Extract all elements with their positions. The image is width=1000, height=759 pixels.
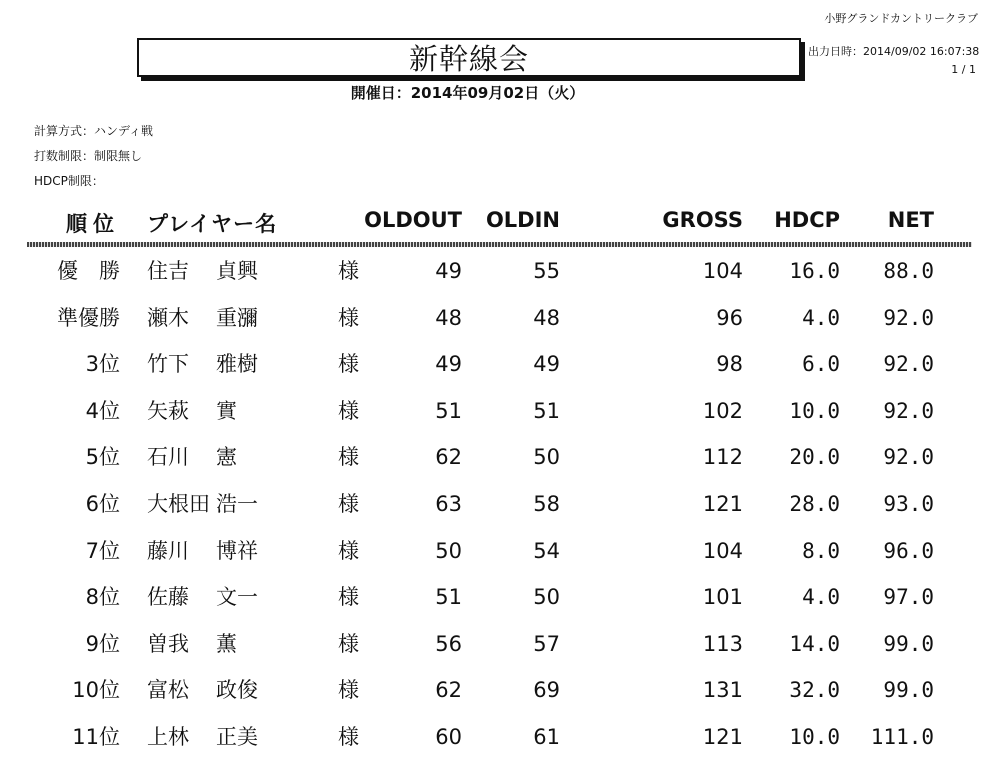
player-given-name: 浩一 <box>216 492 258 516</box>
header-rank: 順位 <box>66 212 120 236</box>
honorific: 様 <box>338 259 359 283</box>
gross-score: 131 <box>702 678 743 703</box>
net-score: 97.0 <box>883 585 934 610</box>
hdcp-limit: HDCP制限： <box>34 174 104 188</box>
gross-score: 104 <box>702 538 743 563</box>
net-score: 88.0 <box>883 259 934 283</box>
honorific: 様 <box>338 585 359 610</box>
player-surname: 瀬木 <box>147 305 189 330</box>
header-hdcp: HDCP <box>774 208 840 232</box>
gross-score: 104 <box>702 259 743 283</box>
oldout-score: 62 <box>435 678 462 703</box>
honorific: 様 <box>338 445 359 470</box>
header-gross: GROSS <box>662 208 743 232</box>
honorific: 様 <box>338 305 359 330</box>
hdcp-value: 10.0 <box>789 398 840 423</box>
honorific: 様 <box>338 678 359 703</box>
hdcp-value: 20.0 <box>789 445 840 470</box>
hdcp-value: 4.0 <box>802 585 840 610</box>
net-score: 92.0 <box>883 352 934 377</box>
oldin-score: 69 <box>533 678 560 703</box>
calc-method: 計算方式：ハンディ戦 <box>34 124 154 138</box>
oldin-score: 55 <box>533 259 560 283</box>
player-given-name: 文一 <box>216 585 258 610</box>
net-score: 92.0 <box>883 305 934 330</box>
honorific: 様 <box>338 538 359 563</box>
honorific: 様 <box>338 492 359 516</box>
player-given-name: 貞興 <box>216 259 258 283</box>
rank-cell: 11位 <box>72 725 120 749</box>
rank-cell: 10位 <box>72 678 120 703</box>
rank-cell: 3位 <box>85 352 120 377</box>
player-given-name: 憲 <box>216 445 237 470</box>
oldin-score: 48 <box>533 305 560 330</box>
oldin-score: 50 <box>533 585 560 610</box>
oldin-score: 58 <box>533 492 560 516</box>
header-player: プレイヤー名 <box>147 212 278 236</box>
header-oldout: OLDOUT <box>364 208 462 232</box>
gross-score: 101 <box>702 585 743 610</box>
hdcp-value: 14.0 <box>789 631 840 656</box>
hdcp-value: 6.0 <box>802 352 840 377</box>
gross-score: 113 <box>702 631 743 656</box>
hdcp-value: 4.0 <box>802 305 840 330</box>
oldout-score: 60 <box>435 725 462 749</box>
club-name: 小野グランドカントリークラブ <box>824 12 978 25</box>
header-net: NET <box>887 208 934 232</box>
oldout-score: 51 <box>435 585 462 610</box>
gross-score: 121 <box>702 725 743 749</box>
rank-cell: 7位 <box>85 538 120 563</box>
player-surname: 竹下 <box>147 352 189 377</box>
rank-cell: 6位 <box>85 492 120 516</box>
net-score: 92.0 <box>883 398 934 423</box>
player-given-name: 重瀰 <box>216 305 258 330</box>
rank-cell: 準優勝 <box>57 305 120 330</box>
oldout-score: 56 <box>435 631 462 656</box>
oldout-score: 49 <box>435 259 462 283</box>
player-given-name: 博祥 <box>216 538 258 563</box>
output-datetime: 出力日時：2014/09/02 16:07:38 <box>808 45 980 58</box>
honorific: 様 <box>338 398 359 423</box>
player-surname: 曽我 <box>147 631 189 656</box>
player-surname: 石川 <box>147 445 189 470</box>
player-given-name: 雅樹 <box>216 352 258 377</box>
hdcp-value: 8.0 <box>802 538 840 563</box>
hdcp-value: 32.0 <box>789 678 840 703</box>
net-score: 99.0 <box>883 631 934 656</box>
rank-cell: 8位 <box>85 585 120 610</box>
oldin-score: 51 <box>533 398 560 423</box>
hdcp-value: 28.0 <box>789 492 840 516</box>
net-score: 111.0 <box>870 725 934 749</box>
player-given-name: 政俊 <box>216 678 258 703</box>
player-surname: 藤川 <box>147 538 189 563</box>
net-score: 99.0 <box>883 678 934 703</box>
oldin-score: 61 <box>533 725 560 749</box>
oldout-score: 62 <box>435 445 462 470</box>
gross-score: 96 <box>716 305 743 330</box>
net-score: 93.0 <box>883 492 934 516</box>
gross-score: 102 <box>702 398 743 423</box>
event-date: 開催日：2014年09月02日（火） <box>350 84 585 102</box>
oldout-score: 51 <box>435 398 462 423</box>
player-surname: 住吉 <box>147 259 189 283</box>
oldin-score: 54 <box>533 538 560 563</box>
oldout-score: 50 <box>435 538 462 563</box>
header-divider <box>27 242 972 247</box>
net-score: 96.0 <box>883 538 934 563</box>
rank-cell: 優 勝 <box>57 259 120 283</box>
rank-cell: 9位 <box>85 631 120 656</box>
rank-cell: 5位 <box>85 445 120 470</box>
player-surname: 矢萩 <box>147 398 189 423</box>
honorific: 様 <box>338 352 359 377</box>
player-surname: 大根田 <box>147 492 210 516</box>
oldin-score: 50 <box>533 445 560 470</box>
rank-cell: 4位 <box>85 398 120 423</box>
player-surname: 富松 <box>147 678 189 703</box>
stroke-limit: 打数制限：制限無し <box>34 149 143 163</box>
gross-score: 98 <box>716 352 743 377</box>
hdcp-value: 10.0 <box>789 725 840 749</box>
player-given-name: 薫 <box>216 631 237 656</box>
player-surname: 佐藤 <box>147 585 189 610</box>
oldin-score: 49 <box>533 352 560 377</box>
oldout-score: 49 <box>435 352 462 377</box>
header-oldin: OLDIN <box>485 208 560 232</box>
gross-score: 121 <box>702 492 743 516</box>
page-number: 1 / 1 <box>951 63 976 76</box>
gross-score: 112 <box>702 445 743 470</box>
honorific: 様 <box>338 725 359 749</box>
player-surname: 上林 <box>147 725 189 749</box>
net-score: 92.0 <box>883 445 934 470</box>
oldout-score: 63 <box>435 492 462 516</box>
document-title: 新幹線会 <box>137 38 801 77</box>
oldout-score: 48 <box>435 305 462 330</box>
honorific: 様 <box>338 631 359 656</box>
player-given-name: 正美 <box>216 725 258 749</box>
oldin-score: 57 <box>533 631 560 656</box>
player-given-name: 實 <box>216 398 237 423</box>
hdcp-value: 16.0 <box>789 259 840 283</box>
